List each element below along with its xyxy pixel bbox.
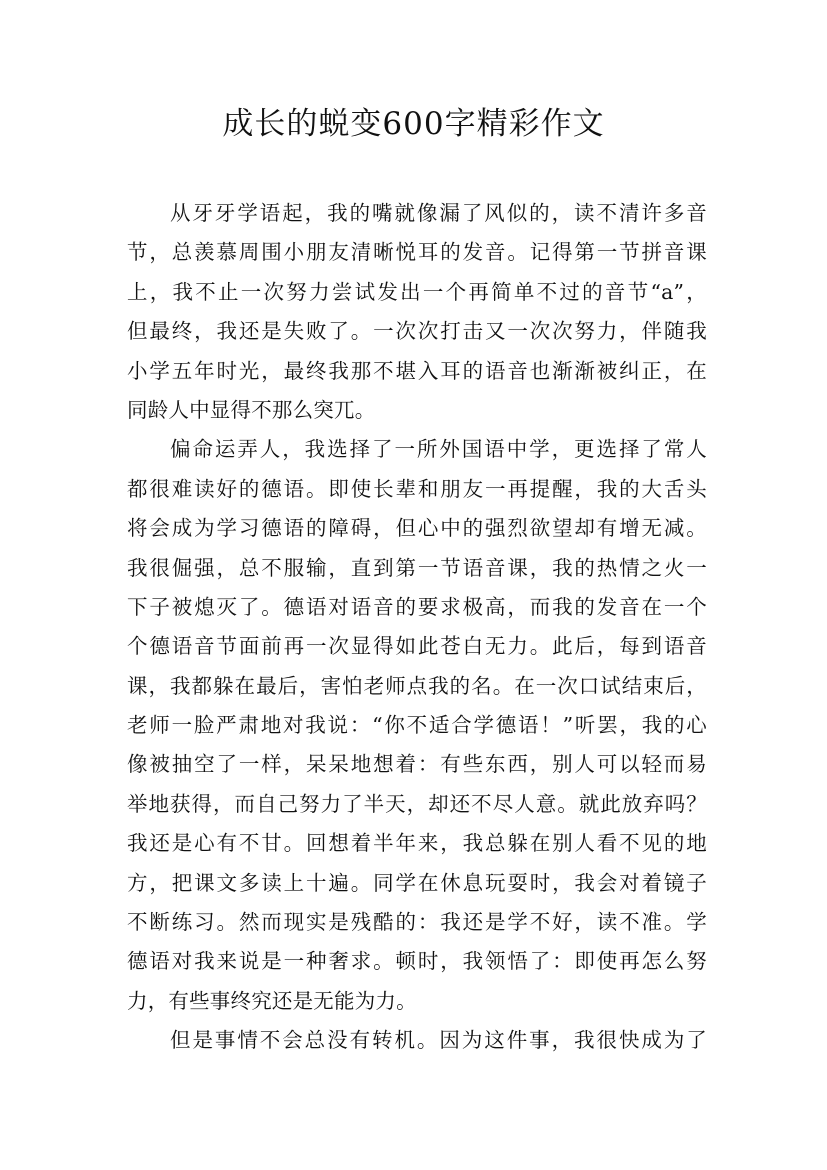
- essay-line: 方，把课文多读上十遍。同学在休息玩耍时，我会对着镜子: [127, 870, 707, 895]
- essay-line: 下子被熄灭了。德语对语音的要求极高，而我的发音在一个: [127, 594, 707, 619]
- essay-line: 同龄人中显得不那么突兀。: [127, 397, 376, 422]
- essay-line: 但最终，我还是失败了。一次次打击又一次次努力，伴随我: [127, 319, 707, 344]
- essay-line: 德语对我来说是一种奢求。顿时，我领悟了：即使再怎么努: [127, 949, 707, 974]
- essay-line: 课，我都躲在最后，害怕老师点我的名。在一次口试结束后，: [127, 673, 707, 698]
- essay-title: 成长的蜕变600字精彩作文: [222, 106, 605, 142]
- essay-line: 像被抽空了一样，呆呆地想着：有些东西，别人可以轻而易: [127, 752, 707, 777]
- essay-line: 偏命运弄人，我选择了一所外国语中学，更选择了常人: [170, 437, 707, 462]
- essay-line: 我还是心有不甘。回想着半年来，我总躲在别人看不见的地: [127, 831, 707, 856]
- essay-body: [127, 194, 707, 1061]
- essay-line: 不断练习。然而现实是残酷的：我还是学不好，读不准。学: [127, 910, 707, 935]
- essay-line: 我很倔强，总不服输，直到第一节语音课，我的热情之火一: [127, 555, 707, 580]
- essay-line: 节，总羡慕周围小朋友清晰悦耳的发音。记得第一节拼音课: [127, 240, 707, 265]
- essay-line: 举地获得，而自己努力了半天，却还不尽人意。就此放弃吗？: [127, 791, 707, 816]
- essay-line: 都很难读好的德语。即使长辈和朋友一再提醒，我的大舌头: [127, 476, 707, 501]
- essay-line: 将会成为学习德语的障碍，但心中的强烈欲望却有增无减。: [127, 516, 707, 541]
- essay-line: 老师一脸严肃地对我说：“你不适合学德语！”听罢，我的心: [127, 713, 707, 738]
- essay-line: 上，我不止一次努力尝试发出一个再简单不过的音节“a”，: [127, 279, 707, 304]
- essay-line: 个德语音节面前再一次显得如此苍白无力。此后，每到语音: [127, 634, 707, 659]
- essay-line: 小学五年时光，最终我那不堪入耳的语音也渐渐被纠正，在: [127, 358, 707, 383]
- essay-line: 从牙牙学语起，我的嘴就像漏了风似的，读不清许多音: [170, 201, 707, 225]
- essay-line: 力，有些事终究还是无能为力。: [127, 988, 417, 1013]
- essay-line: 但是事情不会总没有转机。因为这件事，我很快成为了: [170, 1028, 707, 1053]
